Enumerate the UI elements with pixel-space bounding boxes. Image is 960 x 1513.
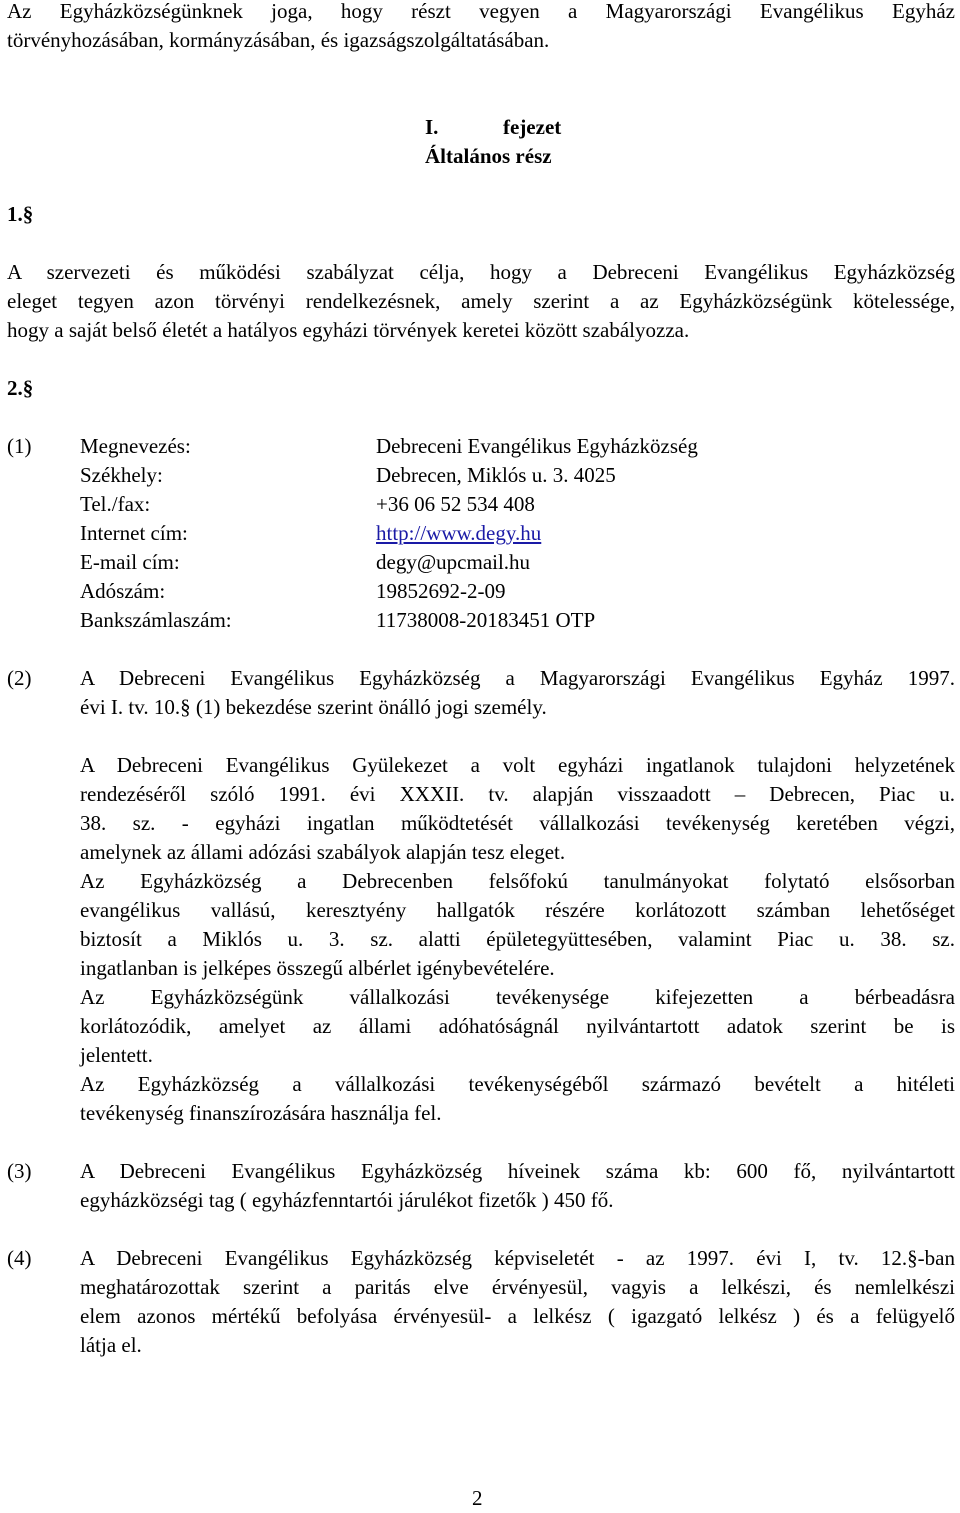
- para2-block-line: biztosít a Miklós u. 3. sz. alatti épületegyüttesében, valamint Piac u. 38. sz.: [80, 927, 955, 951]
- info-value: Debrecen, Miklós u. 3. 4025: [376, 463, 616, 487]
- chapter-word: fejezet: [503, 115, 562, 139]
- info-value: degy@upcmail.hu: [376, 550, 531, 574]
- para2-block-line: A Debreceni Evangélikus Gyülekezet a volt egyházi ingatlanok tulajdoni helyzetének: [80, 753, 955, 777]
- para4-line: meghatározottak szerint a paritás elve érvényesül, vagyis a lelkészi, és nemlelkészi: [80, 1275, 955, 1299]
- intro-line: Az Egyházközségünknek joga, hogy részt vegyen a Magyarországi Evangélikus Egyház: [7, 0, 955, 23]
- para4-line: A Debreceni Evangélikus Egyházközség képviseletét - az 1997. évi I, tv. 12.§-ban: [80, 1246, 955, 1270]
- info-label: Székhely:: [80, 463, 163, 487]
- para4-text: [80, 1244, 955, 1360]
- para3-text: [80, 1157, 955, 1215]
- page-number: 2: [472, 1486, 483, 1510]
- paragraph-number: (3): [7, 1159, 32, 1183]
- para2-line: A Debreceni Evangélikus Egyházközség a Magyarországi Evangélikus Egyház 1997.: [80, 666, 955, 690]
- para2-text: [80, 664, 955, 722]
- paragraph-number: (4): [7, 1246, 32, 1270]
- para2-block-line: Az Egyházközségünk vállalkozási tevékenysége kifejezetten a bérbeadásra: [80, 985, 955, 1009]
- para2-block-line: ingatlanban is jelképes összegű albérlet igénybevételére.: [80, 956, 555, 980]
- para2-block-line: jelentett.: [80, 1043, 153, 1067]
- info-label: Bankszámlaszám:: [80, 608, 232, 632]
- para2-block: [80, 983, 955, 1070]
- paragraph-number: (2): [7, 666, 32, 690]
- para2-block: [80, 1070, 955, 1128]
- section-number: 2.§: [7, 376, 34, 400]
- para2-block: [80, 751, 955, 867]
- info-value: 11738008-20183451 OTP: [376, 608, 596, 632]
- para3-line: A Debreceni Evangélikus Egyházközség híveinek száma kb: 600 fő, nyilvántartott: [80, 1159, 955, 1183]
- para2-block-line: rendezéséről szóló 1991. évi XXXII. tv. alapján visszaadott – Debrecen, Piac u.: [80, 782, 955, 806]
- website-link[interactable]: http://www.degy.hu: [376, 521, 542, 545]
- para2-block-line: amelynek az állami adózási szabályok alapján tesz eleget.: [80, 840, 566, 864]
- info-label: Internet cím:: [80, 521, 188, 545]
- chapter-title: Általános rész: [425, 144, 552, 168]
- info-label: Adószám:: [80, 579, 166, 603]
- intro-line: törvényhozásában, kormányzásában, és igazságszolgáltatásában.: [7, 28, 550, 52]
- para2-block-line: evangélikus vallású, keresztyény hallgatók részére korlátozott számban lehetőséget: [80, 898, 955, 922]
- info-value: 19852692-2-09: [376, 579, 506, 603]
- para2-block: [80, 867, 955, 983]
- section1-line: A szervezeti és működési szabályzat célja, hogy a Debreceni Evangélikus Egyházközség: [7, 260, 955, 284]
- para4-line: látja el.: [80, 1333, 142, 1357]
- info-label: Tel./fax:: [80, 492, 151, 516]
- chapter-number: I.: [425, 115, 439, 139]
- section1-line: hogy a saját belső életét a hatályos egyházi törvények keretei között szabályozza.: [7, 318, 690, 342]
- intro-paragraph: [7, 0, 955, 55]
- info-label: Megnevezés:: [80, 434, 191, 458]
- para4-line: elem azonos mértékű befolyása érvényesül- a lelkész ( igazgató lelkész ) és a felügyelő: [80, 1304, 955, 1328]
- para2-block-line: 38. sz. - egyházi ingatlan működtetését vállalkozási tevékenység keretében végzi,: [80, 811, 955, 835]
- para2-block-line: Az Egyházközség a Debrecenben felsőfokú tanulmányokat folytató elsősorban: [80, 869, 955, 893]
- paragraph-number: (1): [7, 434, 32, 458]
- section1-paragraph: [7, 258, 955, 345]
- para3-line: egyházközségi tag ( egyházfenntartói járulékot fizetők ) 450 fő.: [80, 1188, 614, 1212]
- info-value: +36 06 52 534 408: [376, 492, 535, 516]
- para2-block-line: korlátozódik, amelyet az állami adóhatóságnál nyilvántartott adatok szerint be is: [80, 1014, 955, 1038]
- section1-line: eleget tegyen azon törvényi rendelkezésnek, amely szerint a az Egyházközségünk kötelessége,: [7, 289, 955, 313]
- para2-block-line: tevékenység finanszírozására használja fel.: [80, 1101, 442, 1125]
- para2-block-line: Az Egyházközség a vállalkozási tevékenységéből származó bevételt a hitéleti: [80, 1072, 955, 1096]
- para2-line: évi I. tv. 10.§ (1) bekezdése szerint önálló jogi személy.: [80, 695, 547, 719]
- info-value: Debreceni Evangélikus Egyházközség: [376, 434, 698, 458]
- section-number: 1.§: [7, 202, 34, 226]
- info-label: E-mail cím:: [80, 550, 180, 574]
